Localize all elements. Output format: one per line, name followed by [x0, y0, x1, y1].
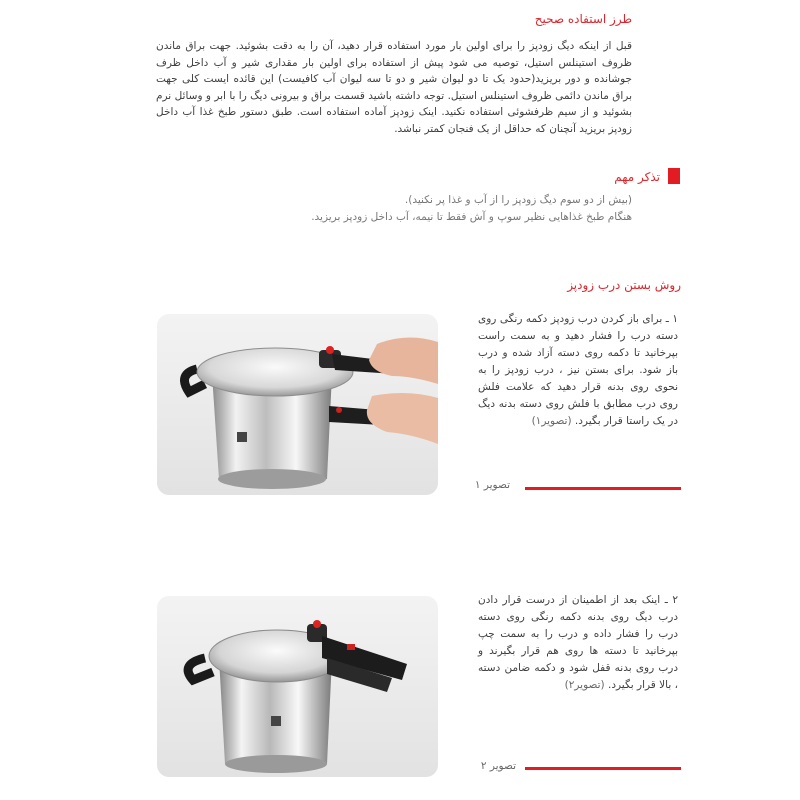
step-1-text	[478, 311, 678, 430]
notice-title: تذکر مهم	[614, 170, 660, 184]
caption-2-bar	[525, 767, 681, 770]
step-2-ref: (تصویر۲)	[564, 679, 605, 691]
caption-1: تصویر ۱	[474, 479, 510, 491]
step-1-ref: (تصویر۱)	[531, 415, 572, 427]
caption-1-bar	[525, 487, 681, 490]
pressure-cooker-image	[157, 596, 438, 777]
notice-line-1: (بیش از دو سوم دیگ زودپز را از آب و غذا پر نکنید).	[404, 194, 632, 206]
step-2-text	[478, 592, 678, 694]
notice-line-2: هنگام طبخ غذاهایی نظیر سوپ و آش فقط تا نیمه، آب داخل زودپز بریزید.	[311, 211, 632, 223]
step-1-body: ۱ ـ برای باز کردن درب زودپز دکمه رنگی روی دسته درب را فشار دهید و به سمت راست بپرخانید تا دکمه روی دسته آزاد شده و درب باز شود. برای بستن نیز ، درب زودپز را به نحوی روی بدنه قرار دهید که علامت فلش روی درب مطابق با فلش روی دسته بدنه دیگ در یک راستا قرار بگیرد.	[478, 313, 678, 427]
step-2-body: ۲ ـ اینک بعد از اطمینان از درست قرار دادن درب دیگ روی بدنه دکمه رنگی روی دسته درب را فشار داده و درب را به سمت چپ بپرخانید تا دسته ها روی هم قرار بگیرند و درب روی بدنه قفل شود و دکمه ضامن دسته ، بالا قرار بگیرد.	[478, 594, 678, 691]
photo-2	[157, 596, 438, 777]
pressure-cooker-hands-image	[157, 314, 438, 495]
intro-paragraph: قبل از اینکه دیگ زودپز را برای اولین بار مورد استفاده قرار دهید، آن را به دقت بشوئید. جهت براق ماندن ظروف استینلس استیل، توصیه می شود پیش از استفاده برای اولین بار مقداری شیر و آب داخل ظرف جوشانده و دور بریزید(حدود یک تا دو لیوان شیر و دو تا سه لیوان آب کافیست) این قائده ایست کلی جهت براق ماندن دائمی ظروف استینلس استیل. توجه داشته باشید قسمت براق و بیرونی دیگ را با ابر و وسائل نرم بشوئید و از سیم ظرفشوئی استفاده نکنید. اینک زودپز آماده استفاده است. طبق دستور طبخ غذا آب داخل زودپز بریزید آنچنان که حداقل از یک فنجان کمتر نباشد.	[156, 40, 632, 135]
intro-title: طرز استفاده صحیح	[534, 12, 632, 26]
section-title: روش بستن درب زودپز	[567, 278, 681, 292]
notice-marker	[668, 168, 680, 184]
caption-2: تصویر ۲	[480, 760, 516, 772]
photo-1	[157, 314, 438, 495]
